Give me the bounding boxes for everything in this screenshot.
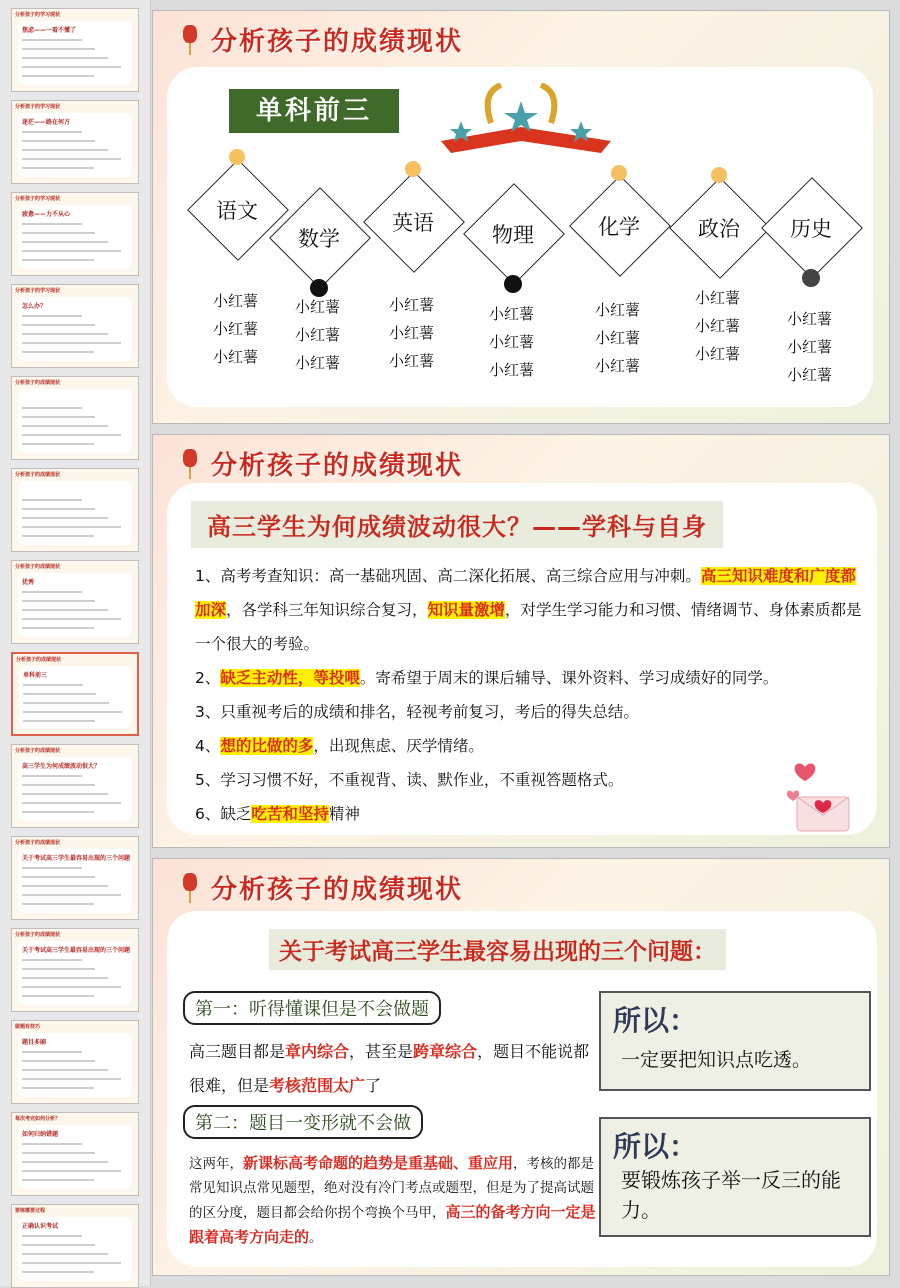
reasons-list <box>195 559 867 831</box>
thumbnail-text-line <box>22 75 94 77</box>
thumbnail-text-line <box>22 508 95 510</box>
thumbnail-subtitle: 关于考试高三学生最容易出现的三个问题 <box>22 855 131 862</box>
thumbnail-text-line <box>22 131 82 133</box>
reason-5: 5、学习习惯不好，不重视背、读、默作业，不重视答题格式。 <box>195 771 624 789</box>
student-name: 小红薯 <box>389 324 435 342</box>
slide-thumbnail[interactable] <box>11 284 139 368</box>
thumbnail-text-line <box>23 720 95 722</box>
lantern-icon <box>183 449 197 467</box>
thumbnail-text-line <box>22 903 94 905</box>
thumbnail-text-line <box>22 443 94 445</box>
thumbnail-text-line <box>22 1235 82 1237</box>
thumbnail-text-line <box>22 1152 95 1154</box>
student-name: 小红薯 <box>787 310 833 328</box>
thumbnail-text-line <box>22 158 121 160</box>
thumbnail-text-line <box>22 1161 108 1163</box>
thumbnail-text-line <box>22 1051 82 1053</box>
thumbnail-text-line <box>22 793 108 795</box>
section-heading: 高三学生为何成绩波动很大？——学科与自身 <box>191 501 723 548</box>
lantern-icon <box>183 25 197 43</box>
thumbnail-title: 做题有技巧 <box>15 1024 41 1030</box>
slide-thumbnail[interactable] <box>11 192 139 276</box>
student-name: 小红薯 <box>489 333 535 351</box>
slide-thumbnail[interactable] <box>11 8 139 92</box>
slide-title: 分析孩子的成绩现状 <box>211 451 464 481</box>
thumbnail-text-line <box>22 885 108 887</box>
thumbnail-text-line <box>22 986 121 988</box>
thumbnail-text-line <box>22 995 94 997</box>
thumbnail-text-line <box>22 351 94 353</box>
slide-thumbnail[interactable] <box>11 1204 139 1288</box>
student-name: 小红薯 <box>213 320 259 338</box>
conclusion-text: 一定要把知识点吃透。 <box>621 1049 812 1071</box>
student-name: 小红薯 <box>595 357 641 375</box>
thumbnail-text-line <box>22 526 121 528</box>
thumbnail-text-line <box>22 1271 94 1273</box>
slide-thumbnail-panel <box>0 0 151 1286</box>
student-name: 小红薯 <box>295 354 341 372</box>
subject-label: 政治 <box>698 217 740 241</box>
student-name: 小红薯 <box>695 289 741 307</box>
thumbnail-title: 分析孩子的学习现状 <box>15 12 61 18</box>
thumbnail-subtitle: 优秀 <box>22 579 35 586</box>
thumbnail-text-line <box>22 811 94 813</box>
thumbnail-text-line <box>22 600 95 602</box>
student-name: 小红薯 <box>695 345 741 363</box>
problem-2-box: 第二：题目一变形就不会做 <box>183 1105 423 1139</box>
thumbnail-text-line <box>22 894 121 896</box>
thumbnail-text-line <box>22 232 95 234</box>
slide-thumbnail[interactable] <box>11 836 139 920</box>
student-name: 小红薯 <box>595 301 641 319</box>
student-name: 小红薯 <box>489 305 535 323</box>
slide-thumbnail[interactable] <box>11 652 139 736</box>
slide-three-exam-problems[interactable] <box>152 858 890 1276</box>
subject-dot <box>310 279 328 297</box>
thumbnail-text-line <box>22 1253 108 1255</box>
reason-2: 2、缺乏主动性，等投喂。寄希望于周末的课后辅导、课外资料、学习成绩好的同学。 <box>195 669 779 687</box>
thumbnail-title: 分析孩子的成绩现状 <box>15 840 61 846</box>
thumbnail-text-line <box>22 784 95 786</box>
thumbnail-text-line <box>22 315 82 317</box>
subject-dot <box>229 149 245 165</box>
slide-thumbnail[interactable] <box>11 744 139 828</box>
thumbnail-text-line <box>22 241 108 243</box>
slide-thumbnail[interactable] <box>11 468 139 552</box>
thumbnail-text-line <box>22 977 108 979</box>
problem-1-box: 第一：听得懂课但是不会做题 <box>183 991 441 1025</box>
thumbnail-text-line <box>22 66 121 68</box>
thumbnail-text-line <box>22 609 108 611</box>
reason-1: 1、高考考查知识：高一基础巩固、高二深化拓展、高三综合应用与冲刺。高三知识难度和广度都加深，各学科三年知识综合复习，知识量激增，对学生学习能力和习惯、情绪调节、身体素质都是一个很大的考验。 <box>195 567 862 653</box>
thumbnail-subtitle: 正确认识考试 <box>22 1223 59 1230</box>
thumbnail-subtitle: 如何归纳错题 <box>22 1131 59 1138</box>
student-name: 小红薯 <box>489 361 535 379</box>
student-name: 小红薯 <box>389 296 435 314</box>
thumbnail-text-line <box>22 1143 82 1145</box>
slide-title: 分析孩子的成绩现状 <box>211 27 464 57</box>
thumbnail-text-line <box>22 517 108 519</box>
thumbnail-text-line <box>22 167 94 169</box>
thumbnail-text-line <box>22 250 121 252</box>
thumbnail-text-line <box>22 324 95 326</box>
thumbnail-title: 分析孩子的成绩现状 <box>15 932 61 938</box>
thumbnail-text-line <box>22 57 108 59</box>
student-name: 小红薯 <box>295 298 341 316</box>
slide-thumbnail[interactable] <box>11 560 139 644</box>
thumbnail-subtitle: 迷茫——路在何方 <box>22 119 71 126</box>
subject-label: 历史 <box>790 217 832 241</box>
thumbnail-text-line <box>22 416 95 418</box>
thumbnail-text-line <box>22 591 82 593</box>
slide-thumbnail[interactable] <box>11 1112 139 1196</box>
thumbnail-text-line <box>22 802 121 804</box>
thumbnail-title: 分析孩子的成绩现状 <box>16 657 62 663</box>
thumbnail-text-line <box>22 342 121 344</box>
slide-score-fluctuation[interactable] <box>152 434 890 848</box>
thumbnail-text-line <box>22 959 82 961</box>
love-envelope-icon <box>785 753 855 833</box>
subject-dot <box>504 275 522 293</box>
thumbnail-subtitle: 关于考试高三学生最容易出现的三个问题 <box>22 947 131 954</box>
section-heading: 关于考试高三学生最容易出现的三个问题： <box>269 929 726 970</box>
thumbnail-text-line <box>22 499 82 501</box>
student-name: 小红薯 <box>213 292 259 310</box>
subject-label: 语文 <box>216 199 258 223</box>
thumbnail-title: 分析孩子的学习现状 <box>15 196 61 202</box>
student-name: 小红薯 <box>695 317 741 335</box>
thumbnail-text-line <box>23 693 96 695</box>
thumbnail-title: 要练哪要过程 <box>15 1208 46 1214</box>
thumbnail-text-line <box>22 149 108 151</box>
subject-dot <box>405 161 421 177</box>
thumbnail-title: 分析孩子的学习现状 <box>15 104 61 110</box>
subject-label: 物理 <box>492 223 534 247</box>
thumbnail-text-line <box>22 1244 95 1246</box>
conclusion-heading: 所以： <box>613 1130 698 1163</box>
thumbnail-text-line <box>22 1069 108 1071</box>
student-name: 小红薯 <box>295 326 341 344</box>
thumbnail-text-line <box>22 407 82 409</box>
student-name: 小红薯 <box>787 338 833 356</box>
conclusion-box-2 <box>599 1117 871 1237</box>
problem-1-desc: 高三题目都是章内综合，甚至是跨章综合，题目不能说都很难，但是考核范围太广了 <box>189 1042 590 1095</box>
slide-thumbnail[interactable] <box>11 100 139 184</box>
lantern-icon <box>183 873 197 891</box>
thumbnail-text-line <box>23 711 122 713</box>
reason-3: 3、只重视考后的成绩和排名，轻视考前复习，考后的得失总结。 <box>195 703 639 721</box>
slide-single-subject-top3[interactable] <box>152 10 890 424</box>
thumbnail-text-line <box>22 1060 95 1062</box>
thumbnail-text-line <box>23 702 109 704</box>
thumbnail-subtitle: 高三学生为何成绩波动很大？ <box>22 763 101 770</box>
student-name: 小红薯 <box>213 348 259 366</box>
subject-label: 化学 <box>598 215 640 239</box>
thumbnail-text-line <box>22 1078 121 1080</box>
thumbnail-text-line <box>23 684 83 686</box>
thumbnail-title: 分析孩子的成绩现状 <box>15 472 61 478</box>
thumbnail-subtitle: 焦虑——一看不懂了 <box>22 27 77 34</box>
problem-2-desc: 这两年，新课标高考命题的趋势是重基础、重应用，考核的都是常见知识点常见题型，绝对没有冷门考点或题型，但是为了提高试题的区分度，题目都会给你拐个弯换个马甲，高三的备考方向一定是跟着高考方向走的。 <box>189 1154 596 1246</box>
thumbnail-text-line <box>22 333 108 335</box>
thumbnail-text-line <box>22 535 94 537</box>
thumbnail-title: 分析孩子的学习现状 <box>15 288 61 294</box>
thumbnail-text-line <box>22 223 82 225</box>
thumbnail-subtitle: 怎么办？ <box>22 303 47 310</box>
thumbnail-title: 分析孩子的成绩现状 <box>15 748 61 754</box>
thumbnail-subtitle: 疲惫——力不从心 <box>22 211 71 218</box>
award-ribbon-icon <box>421 83 631 163</box>
thumbnail-text-line <box>22 1087 94 1089</box>
student-name: 小红薯 <box>595 329 641 347</box>
conclusion-text: 要锻炼孩子举一反三的能力。 <box>621 1168 841 1222</box>
thumbnail-text-line <box>22 968 95 970</box>
subject-dot <box>802 269 820 287</box>
thumbnail-text-line <box>22 627 94 629</box>
thumbnail-text-line <box>22 39 82 41</box>
subject-label: 英语 <box>392 211 434 235</box>
thumbnail-title: 分析孩子的成绩现状 <box>15 564 61 570</box>
thumbnail-title: 分析孩子的成绩现状 <box>15 380 61 386</box>
slide-thumbnail[interactable] <box>11 928 139 1012</box>
thumbnail-text-line <box>22 425 108 427</box>
thumbnail-text-line <box>22 1170 121 1172</box>
conclusion-box-1 <box>599 991 871 1091</box>
thumbnail-text-line <box>22 140 95 142</box>
student-name: 小红薯 <box>389 352 435 370</box>
thumbnail-text-line <box>22 1262 121 1264</box>
thumbnail-text-line <box>22 867 82 869</box>
thumbnail-subtitle: 单科前三 <box>23 672 48 679</box>
thumbnail-text-line <box>22 775 82 777</box>
conclusion-heading: 所以： <box>613 1004 698 1037</box>
subject-label: 数学 <box>298 227 340 251</box>
thumbnail-text-line <box>22 618 121 620</box>
slide-thumbnail[interactable] <box>11 376 139 460</box>
thumbnail-text-line <box>22 1179 94 1181</box>
subject-dot <box>611 165 627 181</box>
thumbnail-text-line <box>22 876 95 878</box>
thumbnail-subtitle: 题目多刷 <box>22 1039 47 1046</box>
student-name: 小红薯 <box>787 366 833 384</box>
subject-dot <box>711 167 727 183</box>
slide-thumbnail[interactable] <box>11 1020 139 1104</box>
top3-badge: 单科前三 <box>229 89 399 133</box>
thumbnail-text-line <box>22 48 95 50</box>
slide-title: 分析孩子的成绩现状 <box>211 875 464 905</box>
reason-6: 6、缺乏吃苦和坚持精神 <box>195 805 360 823</box>
thumbnail-text-line <box>22 434 121 436</box>
thumbnail-title: 每次考完如何分析？ <box>15 1116 61 1122</box>
reason-4: 4、想的比做的多，出现焦虑、厌学情绪。 <box>195 737 484 755</box>
thumbnail-text-line <box>22 259 94 261</box>
